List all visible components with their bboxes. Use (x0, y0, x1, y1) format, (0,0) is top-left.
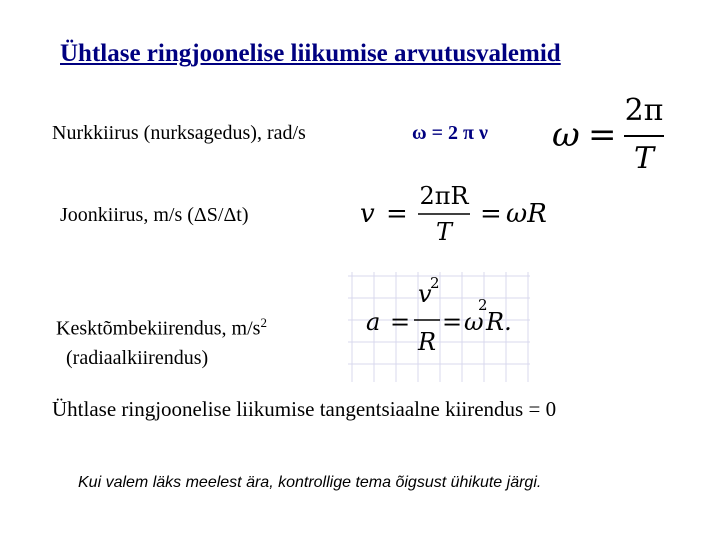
angular-velocity-short-formula: ω = 2 π ν (412, 122, 488, 144)
linear-velocity-formula (356, 180, 556, 246)
formula-lhs: ω (552, 115, 580, 155)
formula-numerator: v (418, 280, 432, 308)
label-sup: 2 (260, 315, 267, 330)
formula-rhs: ωR (506, 199, 547, 229)
formula-denominator: T (633, 141, 655, 174)
formula-equals-2: = (442, 308, 463, 336)
angular-velocity-formula (548, 92, 668, 174)
formula-denominator: R (418, 328, 437, 356)
page-title: Ühtlase ringjoonelise liikumise arvutusvalemid (60, 40, 561, 67)
label-line2: (radiaalkiirendus) (66, 346, 209, 369)
formula-equals-2: = (480, 199, 502, 229)
footnote: Kui valem läks meelest ära, kontrollige tema õigsust ühikute järgi. (78, 474, 542, 491)
centripetal-acceleration-formula (344, 262, 532, 386)
centripetal-acceleration-label (56, 314, 267, 373)
formula-equals: = (588, 115, 617, 155)
formula-rhs-tail: R. (486, 308, 512, 336)
formula-numerator: 2π (624, 93, 664, 128)
angular-velocity-label: Nurkkiirus (nurksagedus), rad/s (52, 122, 306, 144)
formula-numerator-exponent: 2 (430, 274, 440, 292)
formula-equals: = (386, 199, 408, 229)
tangential-acceleration-statement: Ühtlase ringjoonelise liikumise tangentsiaalne kiirendus = 0 (52, 397, 557, 421)
formula-equals: = (390, 308, 411, 336)
formula-rhs-exponent: 2 (478, 296, 488, 314)
formula-rhs: ω (464, 308, 484, 336)
linear-velocity-label: Joonkiirus, m/s (ΔS/Δt) (60, 204, 249, 226)
label-line1: Kesktõmbekiirendus, m/s (56, 317, 261, 340)
formula-lhs: v (360, 199, 375, 229)
formula-denominator: T (435, 218, 453, 246)
formula-lhs: a (366, 308, 381, 336)
formula-numerator: 2πR (419, 182, 469, 210)
